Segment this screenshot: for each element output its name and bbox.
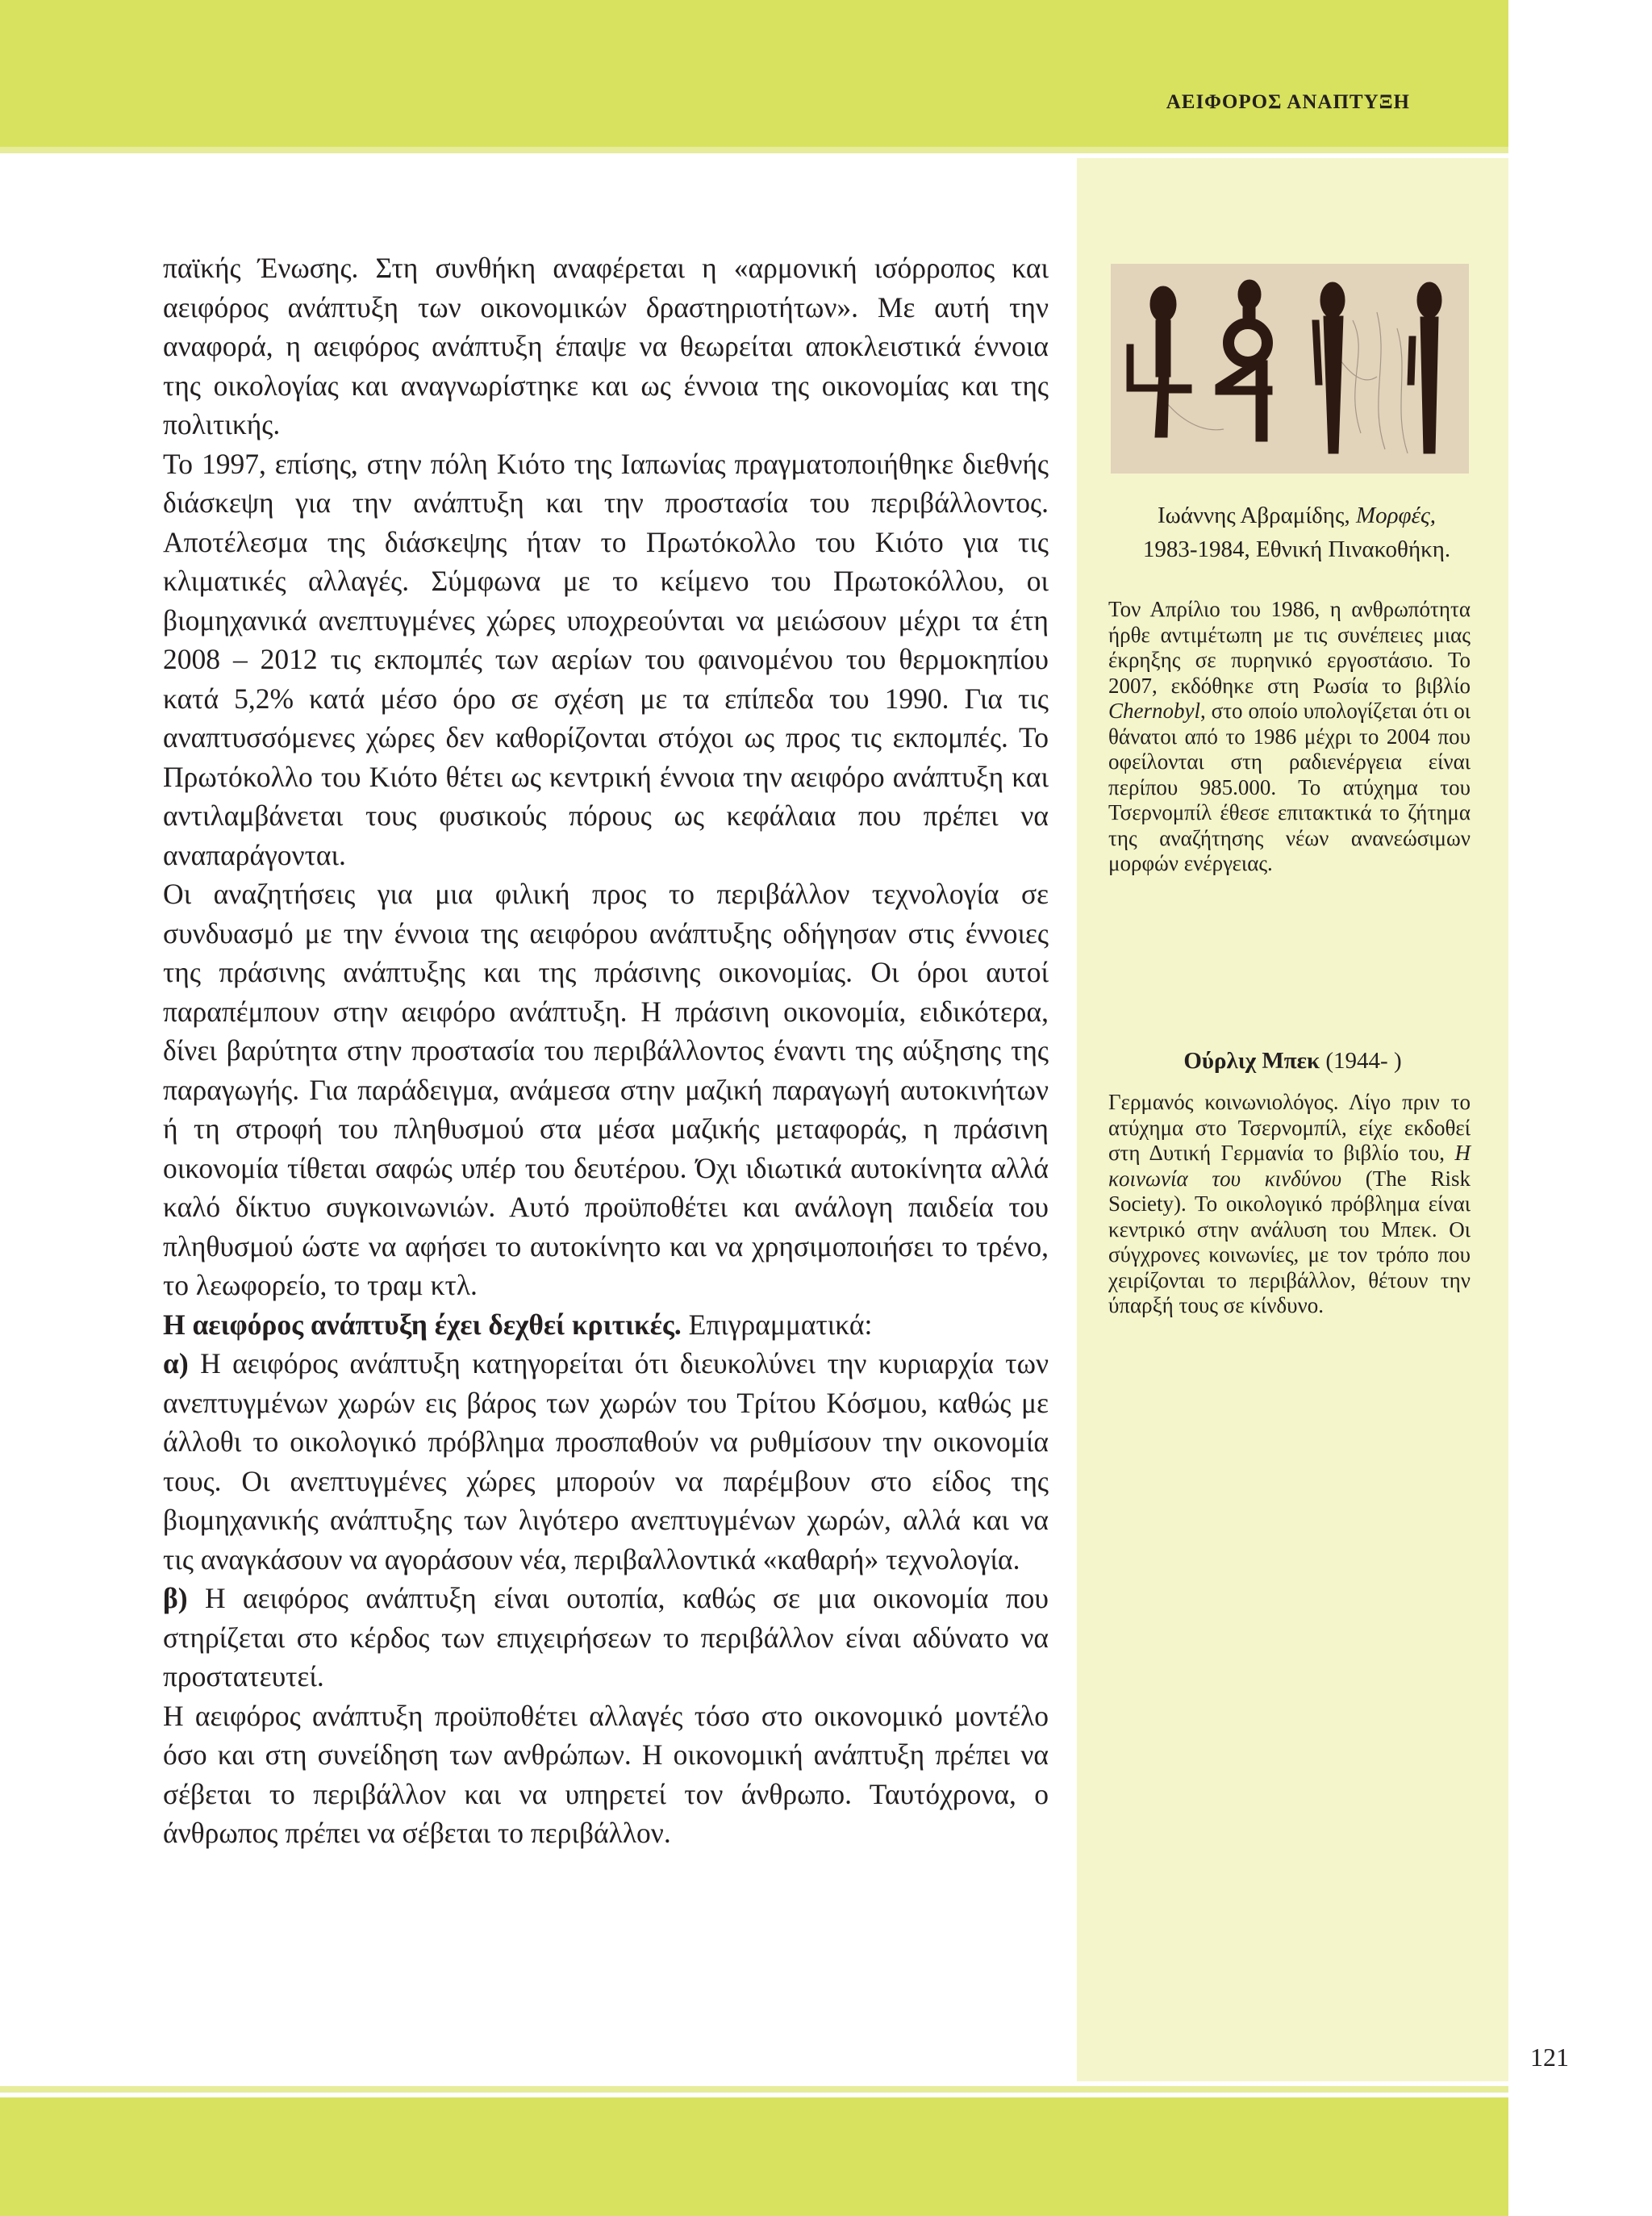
main-text-column xyxy=(163,248,1049,1853)
point-b-text: Η αειφόρος ανάπτυξη είναι ουτοπία, καθώς σε μια οικονομία που στηρίζεται στο κέρδος των επιχειρήσεων το περιβάλλον είναι αδύνατο να προστατευτεί. xyxy=(163,1582,1049,1692)
point-a-text: Η αειφόρος ανάπτυξη κατηγορείται ότι διευκολύνει την κυριαρχία των ανεπτυγμένων χωρών εις βάρος των χωρών του Τρίτου Κόσμου, καθώς με άλλοθι το οικολογικό πρόβλημα προσπαθούν να ρυθμίσουν την οικονομία τους. Οι ανεπτυγμένες χώρες μπορούν να παρέμβουν στο είδος της βιομηχανικής ανάπτυξης των λιγότερο ανεπτυγμένων χωρών, αλλά και να τις αναγκάσουν να αγοράσουν νέα, περιβαλλοντικά «καθαρή» τεχνολογία. xyxy=(163,1347,1049,1575)
chernobyl-book-title: Chernobyl xyxy=(1108,699,1200,723)
beck-bio-heading xyxy=(1077,1048,1508,1075)
paragraph-1: παϊκής Ένωσης. Στη συνθήκη αναφέρεται η «αρμονική ισόρροπος και αειφόρος ανάπτυξη των οικονομικών δραστηριοτήτων». Με αυτή την αναφορά, η αειφόρος ανάπτυξη έπαψε να θεωρείται αποκλειστικά έννοια της οικολογίας και αναγνωρίστηκε και ως έννοια της οικονομίας και της πολιτικής. xyxy=(163,252,1049,440)
point-a-label: α) xyxy=(163,1347,189,1379)
criticism-heading: Η αειφόρος ανάπτυξη έχει δεχθεί κριτικές. xyxy=(163,1308,682,1341)
running-header: ΑΕΙΦΟΡΟΣ ΑΝΑΠΤΥΞΗ xyxy=(1166,91,1410,113)
caption-date: 1983-1984, Εθνική Πινακοθήκη. xyxy=(1142,536,1451,562)
beck-bio-text xyxy=(1108,1090,1471,1319)
caption-artist: Ιωάννης Αβραμίδης, xyxy=(1157,503,1356,528)
paragraph-2: Το 1997, επίσης, στην πόλη Κιότο της Ιαπωνίας πραγματοποιήθηκε διεθνής διάσκεψη για την ανάπτυξη και την προστασία του περιβάλλοντος. Αποτέλεσμα της διάσκεψης ήταν το Πρωτόκολλο του Κιότο για τις κλιματικές αλλαγές. Σύμφωνα με το κείμενο του Πρωτοκόλλου, οι βιομηχανικά ανεπτυγμένες χώρες υποχρεούνται να μειώσουν μέχρι τα έτη 2008 – 2012 τις εκπομπές των αερίων του φαινομένου του θερμοκηπίου κατά 5,2% κατά μέσο όρο σε σχέση με τα επίπεδα του 1990. Για τις αναπτυσσόμενες χώρες δεν καθορίζονται στόχοι ως προς τις εκπομπές. Το Πρωτόκολλο του Κιότο θέτει ως κεντρική έννοια την αειφόρο ανάπτυξη και αντιλαμβάνεται τους φυσικούς πόρους ως κεφάλαια που πρέπει να αναπαράγονται. xyxy=(163,447,1049,871)
artwork-caption xyxy=(1097,499,1496,566)
bio-text-b: (The Risk Society). Το οικολογικό πρόβλημα είναι κεντρικό στην ανάλυση του Μπεκ. Οι σύγχρονες κοινωνίες, με τον τρόπο που χειρίζονται το περιβάλλον, θέτουν την ύπαρξή τους σε κίνδυνο. xyxy=(1108,1166,1471,1317)
header-rule xyxy=(0,147,1508,153)
criticism-intro: Επιγραμματικά: xyxy=(681,1308,873,1341)
artwork-figures-image xyxy=(1111,264,1469,474)
bio-book-title: Η κοινωνία του κινδύνου xyxy=(1108,1141,1471,1191)
footer-rule xyxy=(0,2086,1508,2093)
bio-name: Ούρλιχ Μπεκ xyxy=(1183,1048,1320,1074)
paragraph-6 xyxy=(163,1579,1049,1696)
header-band xyxy=(0,0,1508,147)
bio-years: (1944- ) xyxy=(1320,1048,1402,1074)
paragraph-7: Η αειφόρος ανάπτυξη προϋποθέτει αλλαγές τόσο στο οικονομικό μοντέλο όσο και στη συνείδηση των ανθρώπων. Η οικονομική ανάπτυξη πρέπει να σέβεται το περιβάλλον και να υπηρετεί τον άνθρωπο. Ταυτόχρονα, ο άνθρωπος πρέπει να σέβεται το περιβάλλον. xyxy=(163,1699,1049,1849)
caption-title: Μορφές, xyxy=(1355,503,1437,528)
paragraph-4 xyxy=(163,1305,1049,1345)
paragraph-3: Οι αναζητήσεις για μια φιλική προς το περιβάλλον τεχνολογία σε συνδυασμό με την έννοια της αειφόρου ανάπτυξης οδήγησαν στις έννοιες της πράσινης ανάπτυξης και της πράσινης οικονομίας. Οι όροι αυτοί παραπέμπουν στην αειφόρο ανάπτυξη. Η πράσινη οικονομία, ειδικότερα, δίνει βαρύτητα στην προστασία του περιβάλλοντος έναντι της αύξησης της παραγωγής. Για παράδειγμα, ανάμεσα στην μαζική παραγωγή αυτοκινήτων ή τη στροφή του πληθυσμού στα μέσα μαζικής μεταφοράς, η πράσινη οικονομία τίθεται σαφώς υπέρ του δευτέρου. Όχι ιδιωτικά αυτοκίνητα αλλά καλό δίκτυο συγκοινωνιών. Αυτό προϋποθέτει και ανάλογη παιδεία του πληθυσμού ώστε να αφήσει το αυτοκίνητο και να χρησιμοποιήσει το τρένο, το λεωφορείο, το τραμ κτλ. xyxy=(163,878,1049,1301)
bio-text-a: Γερμανός κοινωνιολόγος. Λίγο πριν το ατύχημα στο Τσερνομπίλ, είχε εκδοθεί στη Δυτική Γερμανία το βιβλίο του, xyxy=(1108,1090,1471,1165)
chernobyl-note-text-a: Τον Απρίλιο του 1986, η ανθρωπότητα ήρθε αντιμέτωπη με τις συνέπειες μιας έκρηξης σε πυρηνικό εργοστάσιο. Το 2007, εκδόθηκε στη Ρωσία το βιβλίο xyxy=(1108,597,1471,698)
chernobyl-note xyxy=(1108,597,1471,877)
paragraph-5 xyxy=(163,1344,1049,1579)
page-number: 121 xyxy=(1530,2043,1569,2072)
footer-band xyxy=(0,2097,1508,2216)
chernobyl-note-text-b: , στο οποίο υπολογίζεται ότι οι θάνατοι από το 1986 μέχρι το 2004 που οφείλονται στη ραδιενέργεια είναι περίπου 985.000. Το ατύχημα του Τσερνομπίλ έθεσε επιτακτικά το ζήτημα της αναζήτησης νέων ανανεώσιμων μορφών ενέργειας. xyxy=(1108,699,1471,875)
point-b-label: β) xyxy=(163,1582,188,1614)
